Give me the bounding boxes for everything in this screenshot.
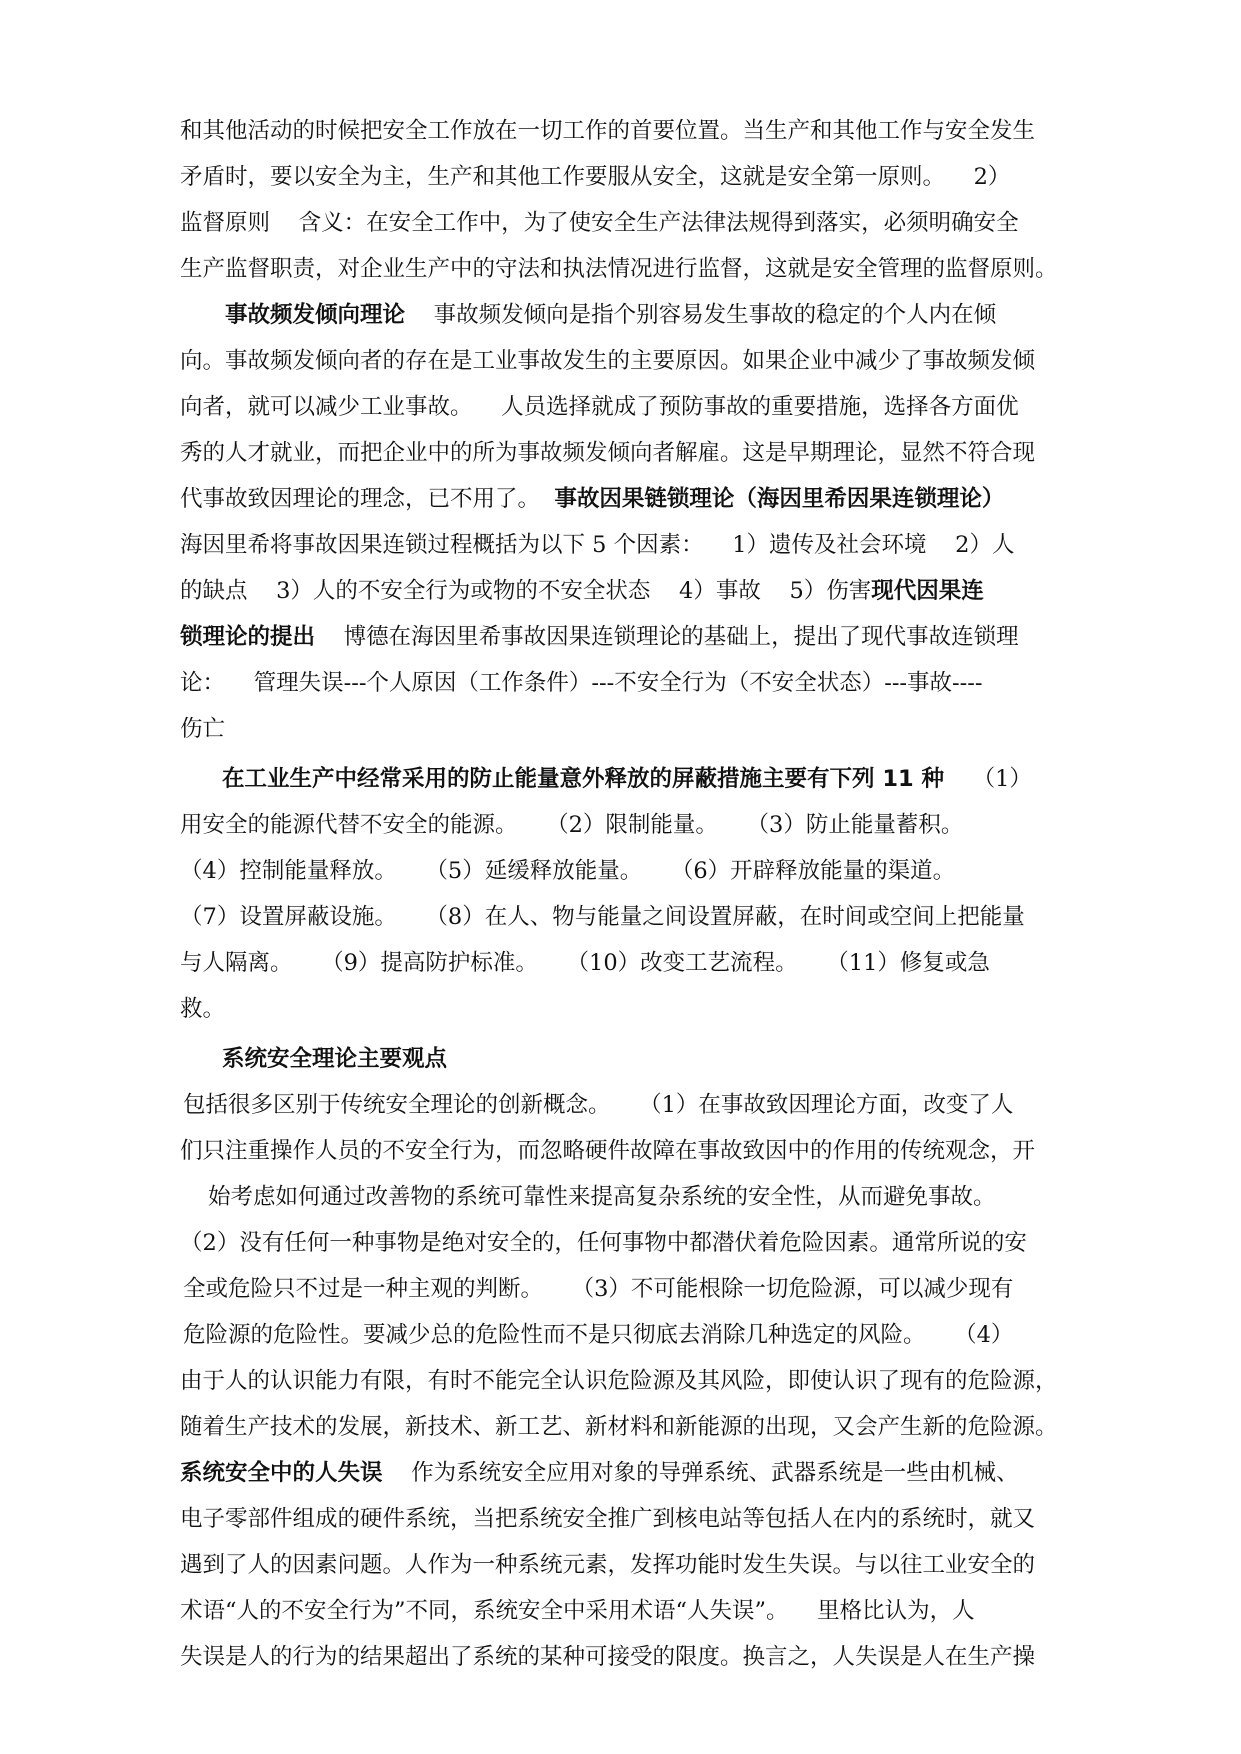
text-line: 始考虑如何通过改善物的系统可靠性来提高复杂系统的安全性，从而避免事故。	[208, 1184, 996, 1210]
text-line: 们只注重操作人员的不安全行为，而忽略硬件故障在事故致因中的作用的传统观念，开	[180, 1138, 1036, 1164]
text-line	[180, 1458, 1019, 1488]
text-span: 事故频发倾向是指个别容易发生事故的稳定的个人内在倾	[405, 302, 997, 328]
section-heading: 事故因果链锁理论（海因里希因果连锁理论）	[554, 486, 1005, 512]
text-line: 危险源的危险性。要减少总的危险性而不是只彻底去消除几种选定的风险。 （4）	[183, 1322, 1014, 1348]
text-line: 随着生产技术的发展，新技术、新工艺、新材料和新能源的出现，又会产生新的危险源。	[180, 1414, 1058, 1440]
text-span: 代事故致因理论的理念，已不用了。	[180, 486, 555, 512]
text-line: （4）控制能量释放。 （5）延缓释放能量。 （6）开辟释放能量的渠道。	[180, 858, 956, 884]
text-line: 用安全的能源代替不安全的能源。 （2）限制能量。 （3）防止能量蓄积。	[180, 812, 964, 838]
section-heading: 在工业生产中经常采用的防止能量意外释放的屏蔽措施主要有下列 11 种	[222, 766, 944, 792]
section-heading: 锁理论的提出	[180, 624, 316, 650]
text-line	[180, 622, 1019, 652]
text-line	[180, 484, 1004, 514]
text-span: （1）	[943, 766, 1032, 792]
text-line: 全或危险只不过是一种主观的判断。 （3）不可能根除一切危险源，可以减少现有	[183, 1276, 1014, 1302]
text-line: 伤亡	[180, 716, 226, 742]
text-line: 生产监督职责，对企业生产中的守法和执法情况进行监督，这就是安全管理的监督原则。	[180, 256, 1058, 282]
text-line: 秀的人才就业，而把企业中的所为事故频发倾向者解雇。这是早期理论，显然不符合现	[180, 440, 1036, 466]
text-line: 海因里希将事故因果连锁过程概括为以下 5 个因素： 1）遗传及社会环境 2）人	[180, 532, 1015, 558]
text-span: 的缺点 3）人的不安全行为或物的不安全状态 4）事故 5）伤害	[180, 578, 872, 604]
text-line: 向者，就可以减少工业事故。 人员选择就成了预防事故的重要措施，选择各方面优	[180, 394, 1019, 420]
text-line: 救。	[180, 996, 226, 1022]
text-line: 向。事故频发倾向者的存在是工业事故发生的主要原因。如果企业中减少了事故频发倾	[180, 348, 1036, 374]
text-line: 失误是人的行为的结果超出了系统的某种可接受的限度。换言之，人失误是人在生产操	[180, 1644, 1036, 1670]
section-heading: 现代因果连	[871, 578, 984, 604]
text-span: 作为系统安全应用对象的导弹系统、武器系统是一些由机械、	[382, 1460, 1019, 1486]
text-line	[180, 576, 984, 606]
text-line: 术语“人的不安全行为”不同，系统安全中采用术语“人失误”。 里格比认为，人	[180, 1598, 975, 1624]
text-line: 和其他活动的时候把安全工作放在一切工作的首要位置。当生产和其他工作与安全发生	[180, 118, 1036, 144]
text-line: 论： 管理失误---个人原因（工作条件）---不安全行为（不安全状态）---事故----	[180, 670, 983, 696]
text-line: 监督原则 含义：在安全工作中，为了使安全生产法律法规得到落实，必须明确安全	[180, 210, 1019, 236]
text-line: 包括很多区别于传统安全理论的创新概念。 （1）在事故致因理论方面，改变了人	[183, 1092, 1014, 1118]
text-line	[222, 1044, 447, 1074]
text-line: 电子零部件组成的硬件系统，当把系统安全推广到核电站等包括人在内的系统时，就又	[180, 1506, 1036, 1532]
text-line: （2）没有任何一种事物是绝对安全的，任何事物中都潜伏着危险因素。通常所说的安	[180, 1230, 1027, 1256]
text-span: 博德在海因里希事故因果连锁理论的基础上，提出了现代事故连锁理	[315, 624, 1019, 650]
section-heading: 系统安全理论主要观点	[222, 1046, 448, 1072]
text-line	[222, 764, 1032, 794]
section-heading: 系统安全中的人失误	[180, 1460, 383, 1486]
text-line: 矛盾时，要以安全为主，生产和其他工作要服从安全，这就是安全第一原则。 2）	[180, 164, 1011, 190]
text-line: 遇到了人的因素问题。人作为一种系统元素，发挥功能时发生失误。与以往工业安全的	[180, 1552, 1036, 1578]
text-line: （7）设置屏蔽设施。 （8）在人、物与能量之间设置屏蔽，在时间或空间上把能量	[180, 904, 1025, 930]
section-heading: 事故频发倾向理论	[225, 302, 406, 328]
text-line	[225, 300, 996, 330]
text-line: 由于人的认识能力有限，有时不能完全认识危险源及其风险，即使认识了现有的危险源，	[180, 1368, 1058, 1394]
text-line: 与人隔离。 （9）提高防护标准。 （10）改变工艺流程。 （11）修复或急	[180, 950, 990, 976]
